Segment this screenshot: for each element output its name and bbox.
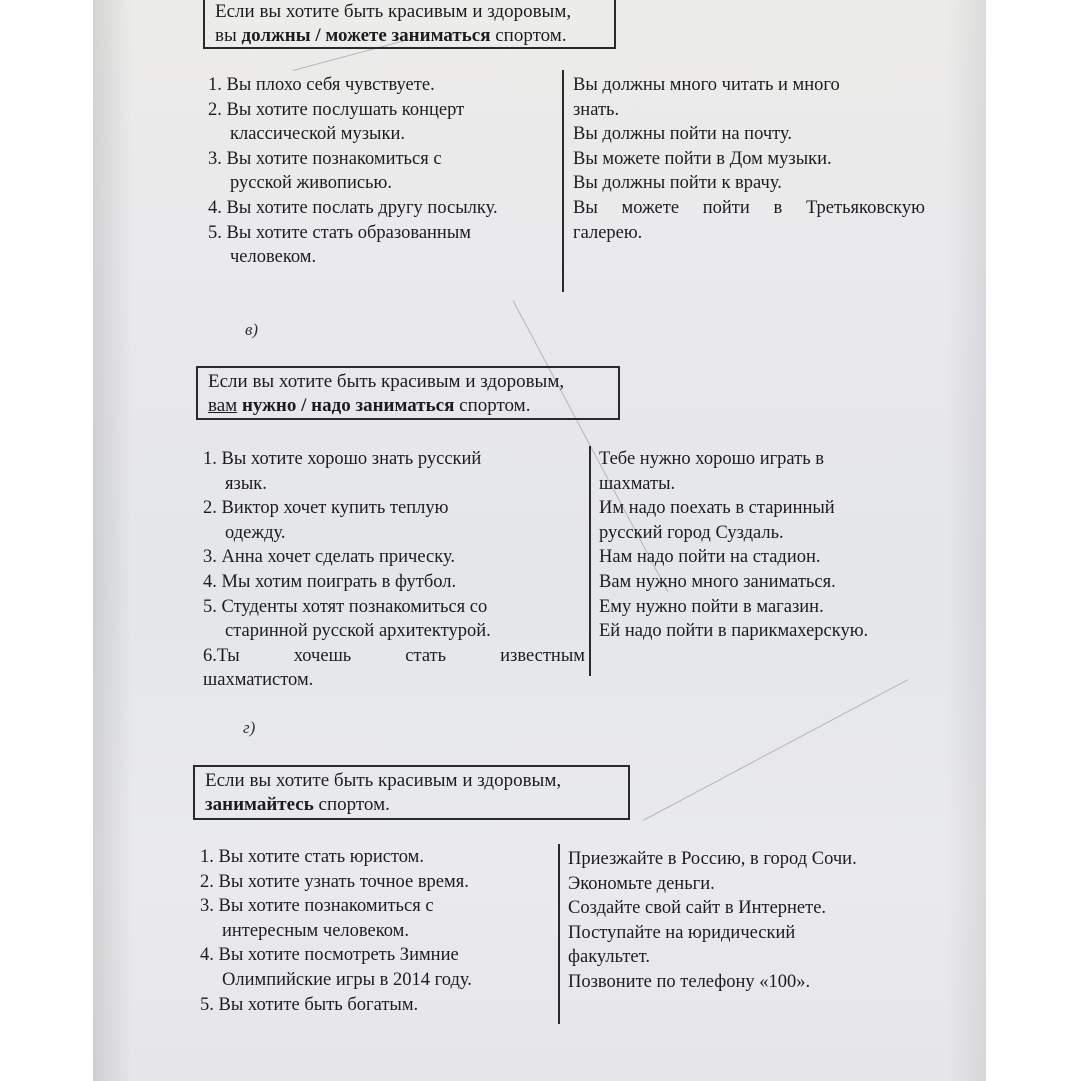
list-item: Тебе нужно хорошо играть в <box>599 449 825 469</box>
list-item: Ей надо пойти в парикмахерскую. <box>599 621 869 642</box>
list-item: 5. Студенты хотят познакомиться со старинной русской архитектурой. <box>203 596 491 642</box>
list-item: Ему нужно пойти в магазин. <box>599 596 824 617</box>
list-item: 1. Вы хотите хорошо знать русский язык. <box>203 449 482 494</box>
section-label-v: в) <box>245 320 259 339</box>
list-item: 5. Вы хотите быть богатым. <box>200 994 419 1015</box>
rule-b-line2 <box>208 394 608 418</box>
list-item: Вы должны пойти на почту. <box>573 124 793 145</box>
list-item: 4. Мы хотим поиграть в футбол. <box>203 571 457 592</box>
list-item: Позвоните по телефону «100». <box>568 971 811 992</box>
list-item: 2. Вы хотите послушать концерт классической музыки. <box>208 99 465 145</box>
list-item: Нам надо пойти на стадион. <box>599 547 821 568</box>
rule-c-line2-post: спортом. <box>313 794 390 815</box>
section-c-left-column <box>200 845 550 1017</box>
list-item: 3. Анна хочет сделать прическу. <box>203 547 455 568</box>
list-item: 1. Вы плохо себя чувствуете. <box>208 75 435 95</box>
list-item: Вы должны много читать и много <box>573 75 840 95</box>
rule-box-a <box>203 0 616 49</box>
rule-a-line1: Если вы хотите быть красивым и здоровым, <box>215 1 572 22</box>
section-b-right-column <box>599 447 939 644</box>
list-item-justified: Вы можете пойти в Третьяковскую <box>573 197 925 218</box>
list-item: Экономьте деньги. <box>568 873 715 894</box>
list-item: 3. Вы хотите познакомиться с русской живописью. <box>208 148 442 194</box>
list-item: Вам нужно много заниматься. <box>599 571 836 592</box>
rule-c-line2 <box>205 793 618 817</box>
list-item-justified: 6.Ты хочешь стать известным <box>203 645 585 666</box>
page-shadow-right <box>946 0 986 1081</box>
section-a-right-column <box>573 73 925 245</box>
screen-crack <box>643 679 908 821</box>
column-divider-b <box>589 446 591 676</box>
rule-b-line1: Если вы хотите быть красивым и здоровым, <box>208 371 565 392</box>
rule-a-line2-post: спортом. <box>490 25 567 46</box>
list-item: 4. Вы хотите послать другу посылку. <box>208 197 498 218</box>
list-item: 4. Вы хотите посмотреть Зимние Олимпийские игры в 2014 году. <box>200 945 472 990</box>
list-item: Вы можете пойти в Дом музыки. <box>573 148 832 169</box>
rule-a-line2-bold: должны / можете заниматься <box>241 25 491 46</box>
rule-box-b <box>196 366 620 420</box>
list-item: русский город Суздаль. <box>599 522 784 543</box>
rule-c-line2-bold: занимайтесь <box>205 794 314 815</box>
list-item: галерею. <box>573 222 643 243</box>
column-divider-c <box>558 844 560 1024</box>
list-item: 1. Вы хотите стать юристом. <box>200 847 425 867</box>
list-item: 5. Вы хотите стать образованным человеком. <box>208 222 471 268</box>
section-c-right-column <box>568 847 948 995</box>
column-divider-a <box>562 70 564 292</box>
rule-b-line2-post: спортом. <box>454 395 531 416</box>
rule-a-line2-pre: вы <box>215 25 242 46</box>
list-item: Поступайте на юридический <box>568 922 796 943</box>
rule-b-line2-pre: вам <box>208 395 238 416</box>
page-shadow-left <box>93 0 133 1081</box>
rule-c-line1: Если вы хотите быть красивым и здоровым, <box>205 770 562 791</box>
textbook-page <box>93 0 986 1081</box>
list-item: Приезжайте в Россию, в город Сочи. <box>568 849 857 869</box>
rule-box-c <box>193 765 630 820</box>
section-a-left-column <box>208 73 558 270</box>
list-item: Создайте свой сайт в Интернете. <box>568 898 827 919</box>
list-item: знать. <box>573 99 620 120</box>
list-item: Вы должны пойти к врачу. <box>573 173 782 194</box>
list-item: шахматистом. <box>203 670 314 691</box>
list-item: факультет. <box>568 947 650 968</box>
rule-b-line2-bold: нужно / надо заниматься <box>237 395 455 416</box>
list-item: 2. Вы хотите узнать точное время. <box>200 871 469 892</box>
list-item: шахматы. <box>599 473 676 494</box>
rule-a-line2 <box>215 24 604 48</box>
list-item: 3. Вы хотите познакомиться с интересным человеком. <box>200 896 434 941</box>
list-item: Им надо поехать в старинный <box>599 498 835 519</box>
section-b-left-column <box>203 447 585 693</box>
list-item: 2. Виктор хочет купить теплую одежду. <box>203 498 449 543</box>
section-label-g: г) <box>243 718 256 737</box>
